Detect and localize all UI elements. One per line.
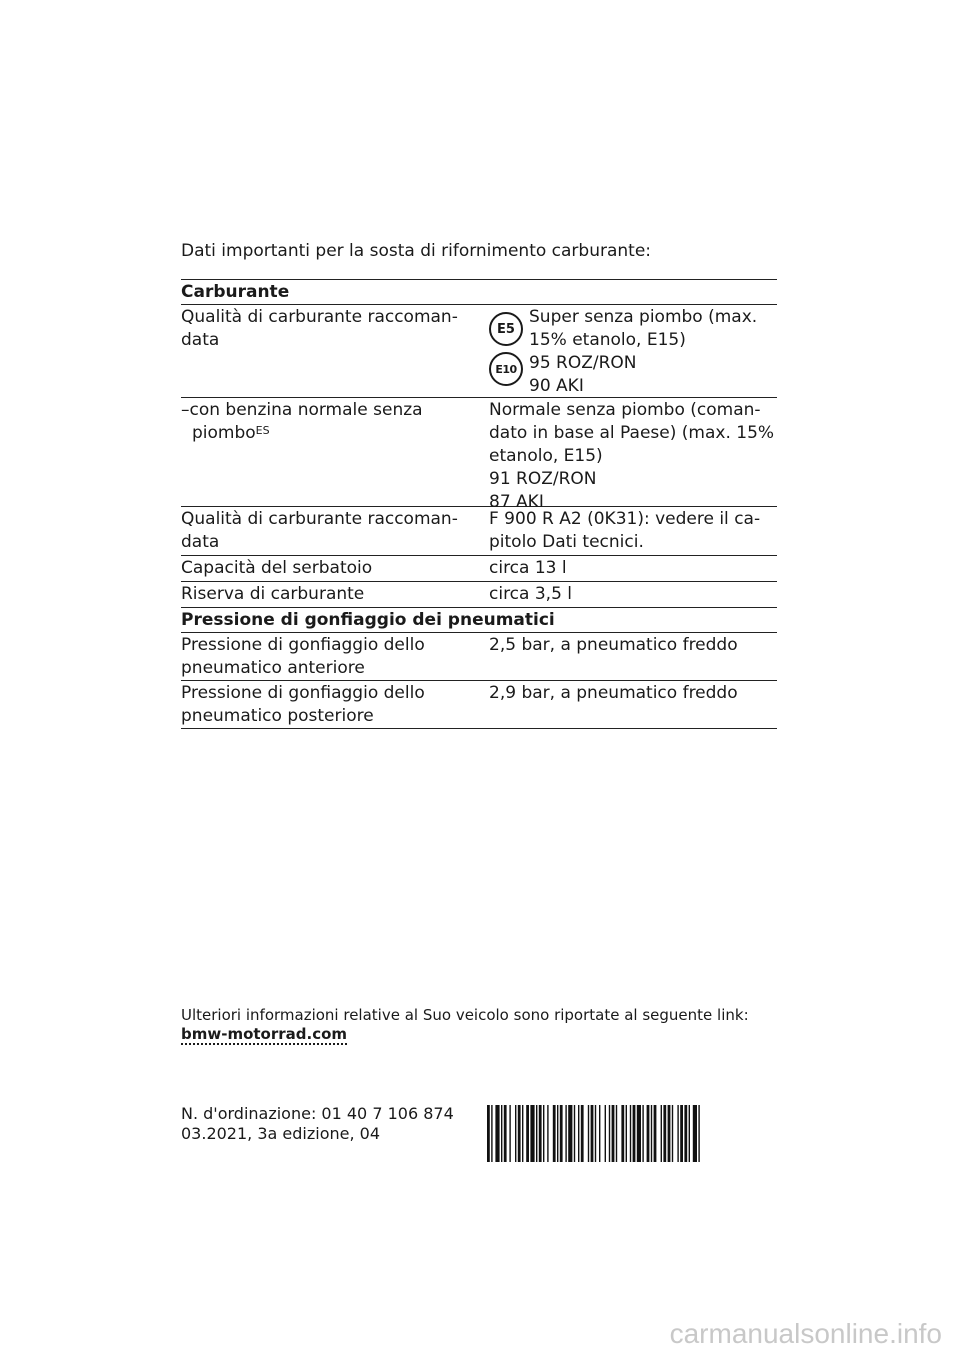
fuel-data-table — [181, 279, 777, 729]
row-value — [489, 399, 777, 512]
label-suffix: piombo — [192, 423, 256, 443]
edition-info: 03.2021, 3a edizione, 04 — [181, 1124, 380, 1143]
value-line: 91 ROZ/RON — [489, 469, 597, 489]
table-row — [181, 681, 777, 729]
section-tyres-heading: Pressione di gonfiaggio dei pneumatici — [181, 608, 777, 633]
row-label: Pressione di gonfiaggio dello pneumatico posteriore — [181, 683, 425, 726]
label-line: –con benzina normale senza — [181, 400, 423, 420]
value-line: etanolo, E15) — [489, 446, 603, 466]
intro-text: Dati importanti per la sosta di rifornimento carburante: — [181, 241, 652, 261]
row-label: Qualità di carburante raccoman-data — [181, 509, 458, 552]
table-row — [181, 507, 777, 556]
section-fuel-heading: Carburante — [181, 280, 777, 305]
row-label — [181, 399, 489, 505]
order-number: N. d'ordinazione: 01 40 7 106 874 — [181, 1104, 454, 1123]
watermark-text: carmanualsonline.info — [669, 1318, 942, 1349]
row-value: circa 3,5 l — [489, 584, 573, 604]
table-row — [181, 633, 777, 681]
label-line — [181, 422, 479, 445]
fuel-value-text — [529, 306, 757, 396]
table-row — [181, 582, 777, 608]
value-line: Super senza piombo (max. — [529, 307, 758, 327]
row-label: Riserva di carburante — [181, 584, 365, 604]
row-value: 2,5 bar, a pneumatico freddo — [489, 635, 738, 655]
order-info — [181, 1104, 454, 1144]
value-line: 15% etanolo, E15) — [529, 330, 686, 350]
row-value: F 900 R A2 (0K31): vedere il ca-pitolo Dati tecnici. — [489, 509, 761, 552]
table-row — [181, 398, 777, 512]
row-label: Capacità del serbatoio — [181, 558, 373, 578]
value-line: dato in base al Paese) (max. 15% — [489, 423, 775, 443]
footnote-marker: ES — [255, 424, 270, 437]
value-line: Normale senza piombo (coman- — [489, 400, 761, 420]
value-line: 95 ROZ/RON — [529, 353, 637, 373]
value-line: 87 AKI — [489, 492, 544, 512]
barcode-image — [487, 1105, 777, 1162]
row-value: 2,9 bar, a pneumatico freddo — [489, 683, 738, 703]
table-row — [181, 305, 777, 398]
bmw-motorrad-link[interactable]: bmw-motorrad.com — [181, 1025, 348, 1043]
row-value: circa 13 l — [489, 558, 567, 578]
footer-info-text: Ulteriori informazioni relative al Suo veicolo sono riportate al seguente link: — [181, 1006, 749, 1024]
e5-fuel-icon: E5 — [489, 312, 523, 346]
footer-info — [181, 1006, 749, 1044]
e10-fuel-icon: E10 — [489, 352, 523, 386]
value-line: 90 AKI — [529, 376, 584, 396]
row-label: Pressione di gonfiaggio dello pneumatico anteriore — [181, 635, 425, 678]
row-value — [489, 306, 777, 396]
row-label: Qualità di carburante raccoman-data — [181, 307, 458, 350]
fuel-icons — [489, 306, 529, 396]
table-row — [181, 556, 777, 582]
